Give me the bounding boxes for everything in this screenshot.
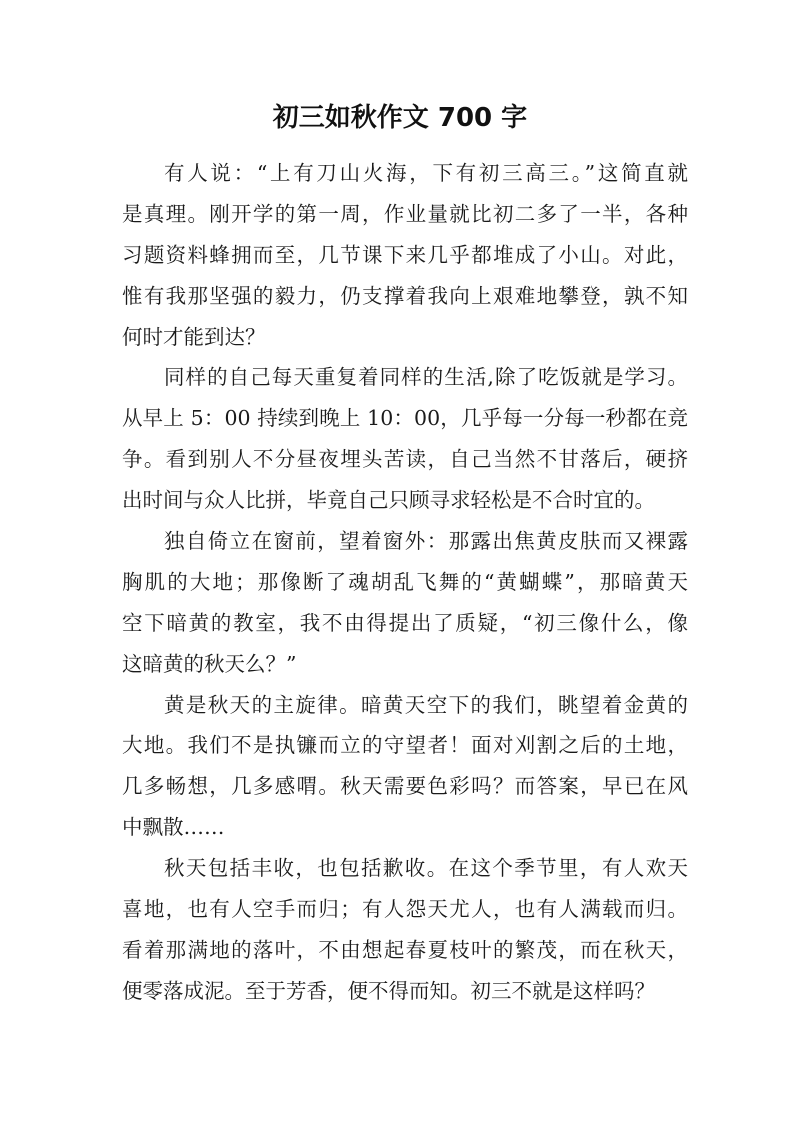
text-line: 何时才能到达？: [122, 324, 266, 349]
text-line: 中飘散……: [122, 815, 225, 840]
text-line: 这暗黄的秋天么？”: [122, 651, 297, 676]
paragraph-3: [122, 521, 688, 685]
document-title: 初三如秋作文 700 字: [272, 103, 528, 133]
text-line: 惟有我那坚强的毅力，仍支撑着我向上艰难地攀登，孰不知: [122, 283, 688, 308]
text-line: 出时间与众人比拼，毕竟自己只顾寻求轻松是不合时宜的。: [122, 488, 655, 513]
text-line: 习题资料蜂拥而至，几节课下来几乎都堆成了小山。对此，: [122, 242, 688, 267]
text-line: 是真理。刚开学的第一周，作业量就比初二多了一半，各种: [122, 201, 688, 226]
text-line: 同样的自己每天重复着同样的生活,除了吃饭就是学习。: [164, 365, 688, 390]
paragraph-4: [122, 685, 688, 849]
text-line: 胸肌的大地；那像断了魂胡乱飞舞的“黄蝴蝶”，那暗黄天: [122, 569, 688, 594]
paragraph-5: [122, 848, 688, 1012]
text-line: 有人说：“上有刀山火海，下有初三高三。”这简直就: [164, 161, 688, 185]
text-line: 喜地，也有人空手而归；有人怨天尤人，也有人满载而归。: [122, 897, 688, 922]
paragraph-2: [122, 357, 688, 521]
document-body: [122, 153, 688, 1012]
text-line: 从早上 5：00 持续到晚上 10：00，几乎每一分每一秒都在竞: [122, 406, 688, 431]
paragraph-1: [122, 153, 688, 357]
text-line: 空下暗黄的教室，我不由得提出了质疑，“初三像什么，像: [122, 610, 688, 635]
text-line: 争。看到别人不分昼夜埋头苦读，自己当然不甘落后，硬挤: [122, 447, 688, 472]
text-line: 秋天包括丰收，也包括歉收。在这个季节里，有人欢天: [164, 856, 688, 881]
text-line: 便零落成泥。至于芳香，便不得而知。初三不就是这样吗？: [122, 978, 655, 1003]
text-line: 黄是秋天的主旋律。暗黄天空下的我们，眺望着金黄的: [164, 692, 688, 717]
text-line: 独自倚立在窗前，望着窗外：那露出焦黄皮肤而又裸露: [164, 529, 688, 554]
text-line: 看着那满地的落叶，不由想起春夏枝叶的繁茂，而在秋天，: [122, 937, 688, 962]
text-line: 大地。我们不是执镰而立的守望者！面对刈割之后的土地，: [122, 733, 688, 758]
text-line: 几多畅想，几多感喟。秋天需要色彩吗？而答案，早已在风: [122, 774, 688, 799]
